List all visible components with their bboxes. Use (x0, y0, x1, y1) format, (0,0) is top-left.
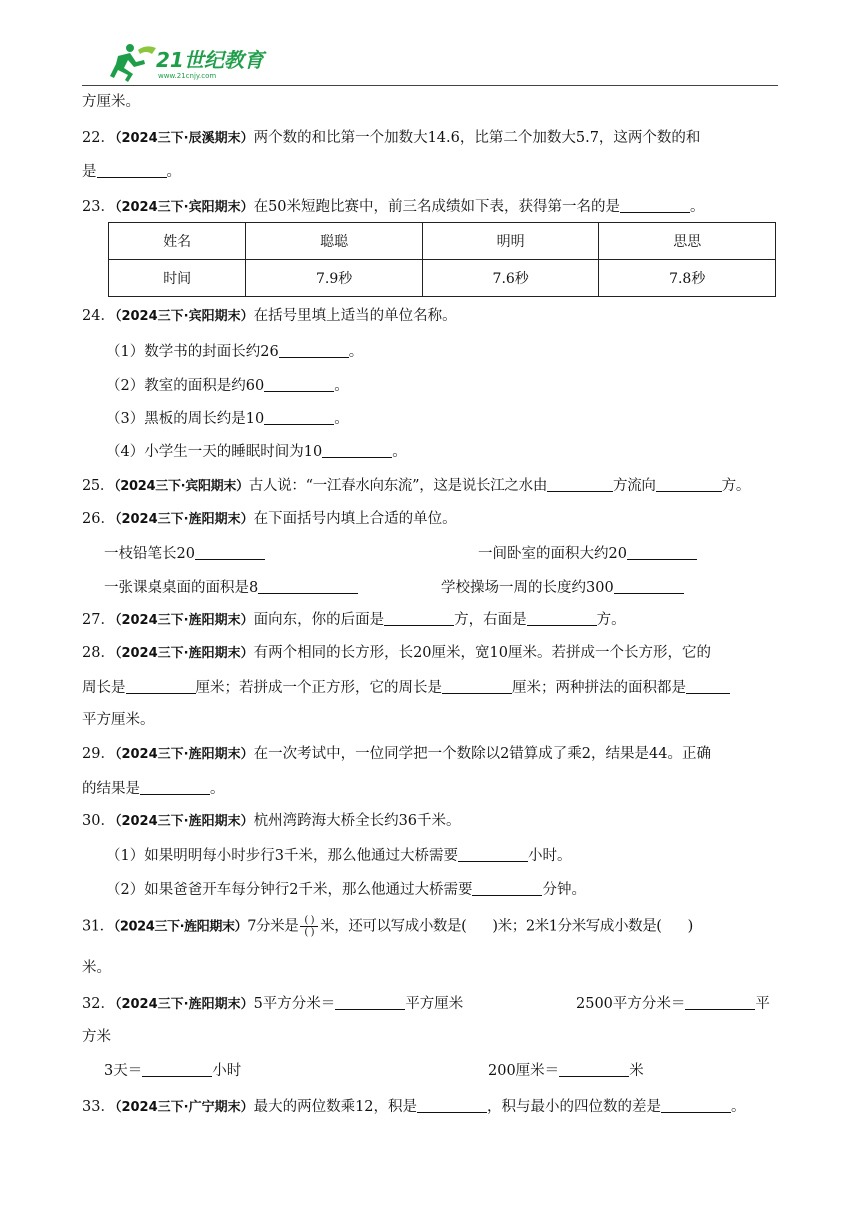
text: 平方厘米。 (82, 712, 155, 728)
text: 方，右面是 (454, 612, 527, 628)
answer-blank[interactable] (656, 475, 722, 492)
question-30-part-2 (106, 879, 586, 900)
question-30-part-1 (106, 845, 571, 866)
question-source: （2024三下·广宁期末） (114, 1100, 254, 1115)
question-26-part-a (104, 543, 265, 564)
text: 方米 (82, 1029, 111, 1045)
question-text: 最大的两位数乘12，积是 (253, 1099, 418, 1115)
question-32-part-b (576, 993, 770, 1014)
question-source: （2024三下·宾阳期末） (114, 309, 254, 324)
text: （4）小学生一天的睡眠时间为10 (106, 444, 323, 460)
answer-blank[interactable] (527, 609, 597, 626)
answer-blank[interactable] (614, 577, 684, 594)
question-source: （2024三下·宾阳期末） (114, 479, 249, 494)
text: 方厘米。 (82, 94, 140, 110)
question-32-cont (82, 1027, 111, 1047)
question-28 (82, 643, 711, 664)
text: 200厘米＝ (488, 1063, 560, 1079)
table-row (109, 260, 776, 297)
answer-blank[interactable] (627, 543, 697, 560)
question-source: （2024三下·旌阳期末） (114, 613, 254, 628)
text: 方。 (596, 612, 626, 628)
question-29 (82, 744, 711, 765)
question-number: 30． (82, 813, 115, 829)
answer-blank[interactable] (258, 577, 358, 594)
text: （1）数学书的封面长约26 (106, 344, 279, 360)
question-number: 24． (82, 308, 115, 324)
continued-text (82, 92, 140, 112)
answer-blank[interactable] (322, 441, 392, 458)
answer-blank[interactable] (458, 845, 528, 862)
text: 。 (392, 444, 407, 460)
table-cell: 明明 (422, 223, 599, 260)
question-23 (82, 196, 705, 218)
question-number: 28． (82, 645, 115, 661)
text: 7分米是 (247, 918, 299, 935)
table-cell: 7.6秒 (422, 260, 599, 297)
question-text: 在50米短跑比赛中，前三名成绩如下表，获得第一名的是 (253, 199, 621, 215)
text: （1）如果明明每小时步行3千米，那么他通过大桥需要 (106, 848, 458, 864)
answer-blank[interactable] (661, 1096, 731, 1113)
question-26-part-b (478, 543, 697, 564)
table-cell: 思思 (599, 223, 776, 260)
question-text: 古人说：“一江春水向东流”，这是说长江之水由 (248, 478, 548, 494)
question-26 (82, 509, 457, 530)
text: 2500平方分米＝ (576, 996, 686, 1012)
question-text: 两个数的和比第一个加数大14.6，比第二个加数大5.7，这两个数的和 (253, 130, 701, 146)
question-number: 31． (82, 918, 114, 935)
question-27 (82, 609, 626, 631)
text: 小时。 (527, 848, 572, 864)
fraction-denominator: ( ) (304, 927, 315, 938)
answer-blank[interactable] (335, 993, 405, 1010)
text: 一间卧室的面积大约20 (478, 546, 627, 562)
text: ，积与最小的四位数的差是 (487, 1099, 662, 1115)
text: 米，还可以写成小数是( (320, 918, 467, 935)
question-number: 32． (82, 996, 115, 1012)
question-24-part-4 (106, 441, 407, 462)
question-number: 25． (82, 478, 115, 494)
logo (100, 40, 270, 84)
question-22-cont (82, 161, 181, 182)
question-source: （2024三下·旌阳期末） (113, 919, 248, 935)
question-text: 在括号里填上适当的单位名称。 (253, 308, 457, 324)
text: 周长是 (82, 680, 126, 696)
question-source: （2024三下·旌阳期末） (114, 814, 254, 829)
answer-blank[interactable] (417, 1096, 487, 1113)
text: 方。 (721, 478, 751, 494)
logo-text: 21世纪教育 (156, 48, 264, 72)
question-source: （2024三下·宾阳期末） (114, 200, 254, 215)
question-text: 在下面括号内填上合适的单位。 (253, 511, 457, 527)
text: 米 (629, 1063, 644, 1079)
fraction-numerator: ( ) (300, 915, 318, 927)
answer-blank[interactable] (686, 677, 730, 694)
answer-blank[interactable] (142, 1060, 212, 1077)
table-row (109, 223, 776, 260)
answer-blank[interactable] (620, 196, 690, 213)
question-28-end (82, 710, 155, 730)
question-33 (82, 1096, 746, 1118)
text: 一枝铅笔长20 (104, 546, 195, 562)
runner-icon (110, 44, 156, 82)
text: 是 (82, 164, 97, 180)
text: 。 (731, 1099, 746, 1115)
question-text: 杭州湾跨海大桥全长约36千米。 (253, 813, 461, 829)
text: 分钟。 (542, 882, 586, 898)
answer-blank[interactable] (547, 475, 613, 492)
answer-blank[interactable] (126, 677, 196, 694)
text: 方流向 (613, 478, 656, 494)
question-number: 26． (82, 511, 115, 527)
question-24-part-3 (106, 408, 349, 429)
fraction[interactable] (300, 915, 318, 938)
question-number: 27． (82, 612, 115, 628)
question-32-part-c (104, 1060, 241, 1081)
logo-url: www.21cnjy.com (158, 72, 217, 80)
text: 。 (166, 164, 181, 180)
text: 。 (690, 199, 705, 215)
question-28-cont (82, 677, 730, 698)
text: )米；2米1分米写成小数是( (492, 918, 662, 935)
table-cell: 聪聪 (246, 223, 423, 260)
answer-blank[interactable] (264, 408, 334, 425)
question-24-part-2 (106, 375, 349, 396)
answer-blank[interactable] (442, 677, 512, 694)
text: 平 (755, 996, 770, 1012)
question-31-end (82, 958, 111, 978)
question-number: 23． (82, 199, 115, 215)
text: 平方厘米 (405, 996, 464, 1012)
text: 。 (334, 378, 349, 394)
question-24-part-1 (106, 341, 363, 362)
answer-blank[interactable] (97, 161, 167, 178)
answer-blank[interactable] (279, 341, 349, 358)
text: 5平方分米＝ (253, 996, 336, 1012)
text: 厘米；若拼成一个正方形，它的周长是 (195, 680, 442, 696)
text: 。 (210, 781, 225, 797)
text: 厘米；两种拼法的面积都是 (512, 680, 686, 696)
results-table (108, 222, 776, 297)
text: 米。 (82, 960, 111, 976)
answer-blank[interactable] (195, 543, 265, 560)
text: 。 (348, 344, 364, 360)
question-text: 面向东，你的后面是 (253, 612, 385, 628)
text: （2）如果爸爸开车每分钟行2千米，那么他通过大桥需要 (106, 882, 473, 898)
question-29-cont (82, 778, 225, 799)
table-cell: 7.8秒 (599, 260, 776, 297)
answer-blank[interactable] (140, 778, 210, 795)
table-cell: 姓名 (109, 223, 246, 260)
question-30 (82, 811, 461, 832)
answer-blank[interactable] (264, 375, 334, 392)
question-source: （2024三下·辰溪期末） (114, 131, 254, 146)
table-cell: 7.9秒 (246, 260, 423, 297)
question-32-part-d (488, 1060, 644, 1081)
question-22 (82, 128, 700, 149)
question-number: 33． (82, 1099, 115, 1115)
question-source: （2024三下·旌阳期末） (114, 512, 254, 527)
text: 3天＝ (104, 1063, 143, 1079)
answer-blank[interactable] (384, 609, 454, 626)
question-32 (82, 993, 463, 1015)
text: 一张课桌桌面的面积是8 (104, 580, 259, 596)
text: 的结果是 (82, 781, 140, 797)
question-25 (82, 475, 750, 497)
text: （2）教室的面积是约60 (106, 378, 265, 394)
question-text: 有两个相同的长方形，长20厘米，宽10厘米。若拼成一个长方形，它的 (253, 645, 711, 661)
text: 。 (334, 411, 349, 427)
text: 学校操场一周的长度约300 (441, 580, 614, 596)
question-source: （2024三下·旌阳期末） (114, 747, 254, 762)
text: （3）黑板的周长约是10 (106, 411, 265, 427)
answer-blank[interactable] (472, 879, 542, 896)
question-source: （2024三下·旌阳期末） (114, 997, 254, 1012)
question-26-part-c (104, 577, 358, 598)
answer-blank[interactable] (685, 993, 755, 1010)
question-source: （2024三下·旌阳期末） (114, 646, 254, 661)
header-divider (82, 85, 778, 86)
question-24 (82, 306, 457, 327)
answer-blank[interactable] (559, 1060, 629, 1077)
question-number: 29． (82, 746, 115, 762)
question-number: 22． (82, 130, 115, 146)
table-cell: 时间 (109, 260, 246, 297)
question-31 (82, 915, 693, 938)
question-26-part-d (441, 577, 684, 598)
text: ) (687, 918, 693, 935)
text: 小时 (212, 1063, 242, 1079)
question-text: 在一次考试中，一位同学把一个数除以2错算成了乘2，结果是44。正确 (253, 746, 711, 762)
